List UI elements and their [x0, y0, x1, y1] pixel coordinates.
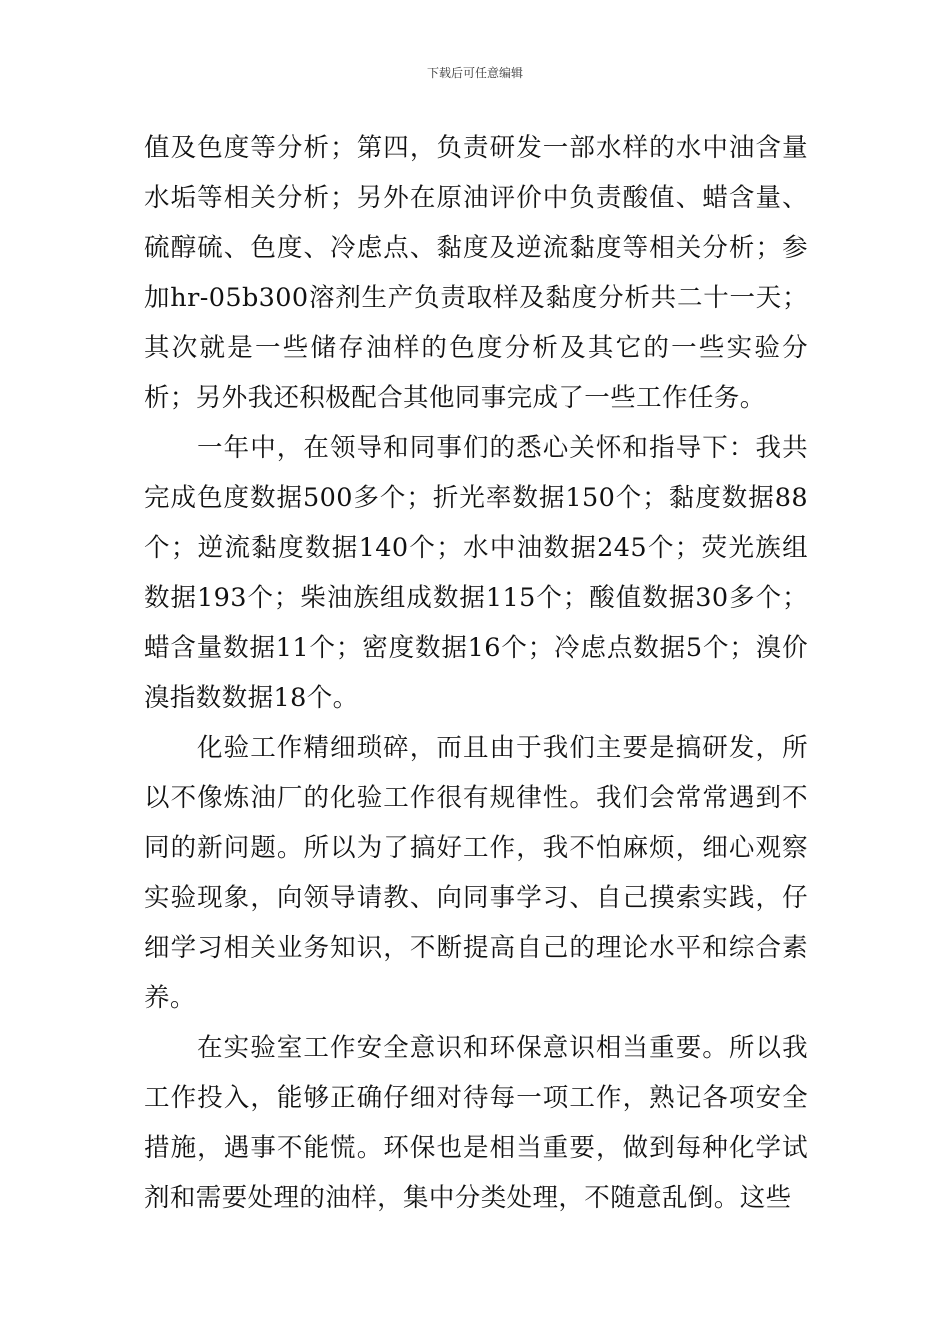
page-header: 下载后可任意编辑: [426, 66, 523, 80]
paragraph-safety: 在实验室工作安全意识和环保意识相当重要。所以我工作投入，能够正确仔细对待每一项工作，熟记各项安全措施，遇事不能慌。环保也是相当重要，做到每种化学试剂和需要处理的油样，集中分类处理，不随意乱倒。这些: [144, 1033, 808, 1213]
paragraph-lab-work: 化验工作精细琐碎，而且由于我们主要是搞研发，所以不像炼油厂的化验工作很有规律性。我们会常常遇到不同的新问题。所以为了搞好工作，我不怕麻烦，细心观察实验现象，向领导请教、向同事学习、自己摸索实践，仔细学习相关业务知识，不断提高自己的理论水平和综合素养。: [144, 733, 808, 1013]
paragraph-continuation: 值及色度等分析；第四，负责研发一部水样的水中油含量水垢等相关分析；另外在原油评价中负责酸值、蜡含量、硫醇硫、色度、冷虑点、黏度及逆流黏度等相关分析；参加hr-05b300溶剂生产负责取样及黏度分析共二十一天；其次就是一些储存油样的色度分析及其它的一些实验分析；另外我还积极配合其他同事完成了一些工作任务。: [144, 133, 808, 413]
paragraph-annual-data: 一年中，在领导和同事们的悉心关怀和指导下：我共完成色度数据500多个；折光率数据150个；黏度数据88个；逆流黏度数据140个；水中油数据245个；荧光族组数据193个；柴油族组成数据115个；酸值数据30多个；蜡含量数据11个；密度数据16个；冷虑点数据5个；溴价溴指数数据18个。: [144, 433, 808, 713]
document-body: [144, 123, 808, 1223]
